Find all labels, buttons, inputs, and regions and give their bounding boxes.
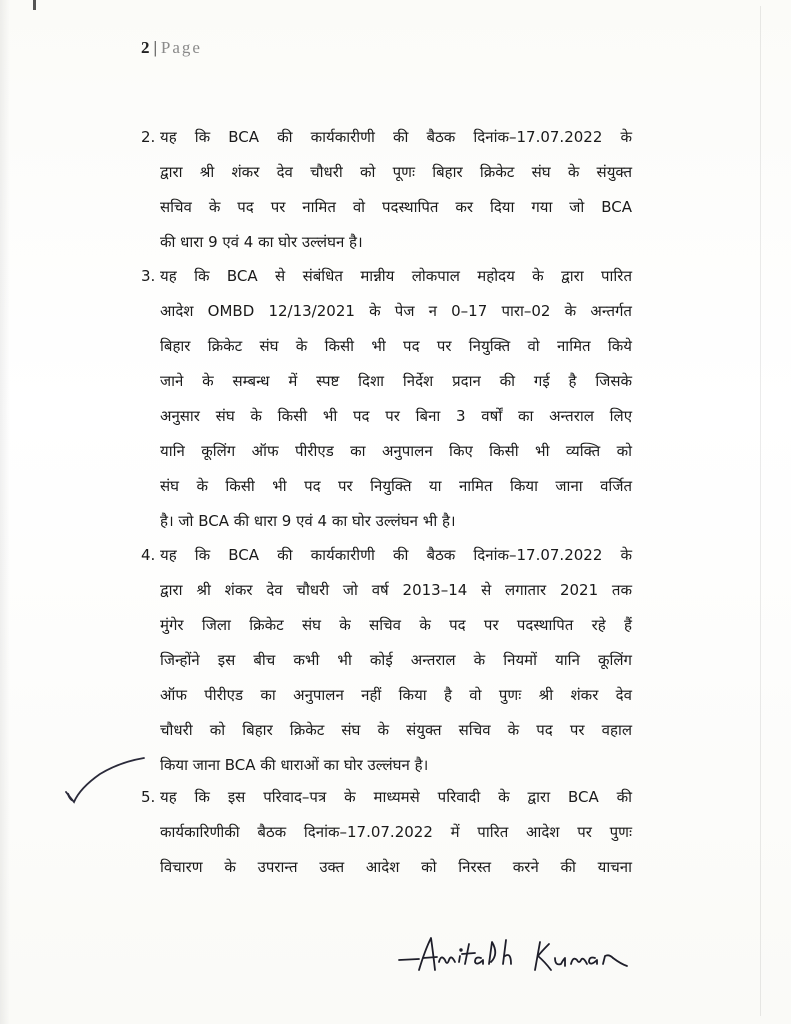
checkmark-icon [60,752,150,812]
signature-drawing [395,930,645,990]
page-separator: | [153,38,158,57]
item-number: 5. [141,788,156,806]
item-line: द्वारा श्री शंकर देव चौधरी को पूणः बिहार क्रिकेट संघ के संयुक्त [160,163,632,181]
item-line: चौधरी को बिहार क्रिकेट संघ के संयुक्त सचिव के पद पर वहाल [160,721,632,739]
scan-punch-mark [33,0,36,10]
item-line: विचारण के उपरान्त उक्त आदेश को निरस्त करने की याचना [160,858,632,876]
item-number: 2. [141,128,156,146]
item-line: जाने के सम्बन्ध में स्पष्ट दिशा निर्देश प्रदान की गई है जिसके [160,372,632,390]
item-line: यह कि BCA की कार्यकारीणी की बैठक दिनांक–17.07.2022 के [160,546,632,564]
item-line: कार्यकारिणीकी बैठक दिनांक–17.07.2022 में पारित आदेश पर पुणः [160,823,632,841]
item-line: है। जो BCA की धारा 9 एवं 4 का घोर उल्लंघन भी है। [160,512,456,530]
item-line: यह कि BCA से संबंधित मान्नीय लोकपाल महोदय के द्वारा पारित [160,267,632,285]
item-line: बिहार क्रिकेट संघ के किसी भी पद पर नियुक्ति वो नामित किये [160,337,632,355]
item-number: 4. [141,546,156,564]
item-line: अनुसार संघ के किसी भी पद पर बिना 3 वर्षों का अन्तराल लिए [160,407,632,425]
item-line: ऑफ पीरीएड का अनुपालन नहीं किया है वो पुणः श्री शंकर देव [160,686,632,704]
item-line: द्वारा श्री शंकर देव चौधरी जो वर्ष 2013–14 से लगातार 2021 तक [160,581,632,599]
item-number: 3. [141,267,156,285]
scan-edge-line [760,6,761,1016]
item-line: यह कि इस परिवाद–पत्र के माध्यमसे परिवादी के द्वारा BCA की [160,788,632,806]
item-line: मुंगेर जिला क्रिकेट संघ के सचिव के पद पर पदस्थापित रहे हैं [160,616,632,634]
item-line: किया जाना BCA की धाराओं का घोर उल्लंघन है। [160,756,429,774]
item-line: संघ के किसी भी पद पर नियुक्ति या नामित किया जाना वर्जित [160,477,632,495]
page-number: 2 [141,38,151,57]
item-line: आदेश OMBD 12/13/2021 के पेज न 0–17 पारा–02 के अन्तर्गत [160,302,632,320]
item-line: जिन्होंने इस बीच कभी भी कोई अन्तराल के नियमों यानि कूलिंग [160,651,632,669]
item-line: की धारा 9 एवं 4 का घोर उल्लंघन है। [160,233,363,251]
item-line: यह कि BCA की कार्यकारीणी की बैठक दिनांक–17.07.2022 के [160,128,632,146]
page-header [141,38,202,58]
signature [395,930,645,990]
item-line: यानि कूलिंग ऑफ पीरीएड का अनुपालन किए किसी भी व्यक्ति को [160,442,632,460]
item-line: सचिव के पद पर नामित वो पदस्थापित कर दिया गया जो BCA [160,198,632,216]
scan-edge-shadow [0,0,10,1024]
page-label: Page [160,38,202,57]
